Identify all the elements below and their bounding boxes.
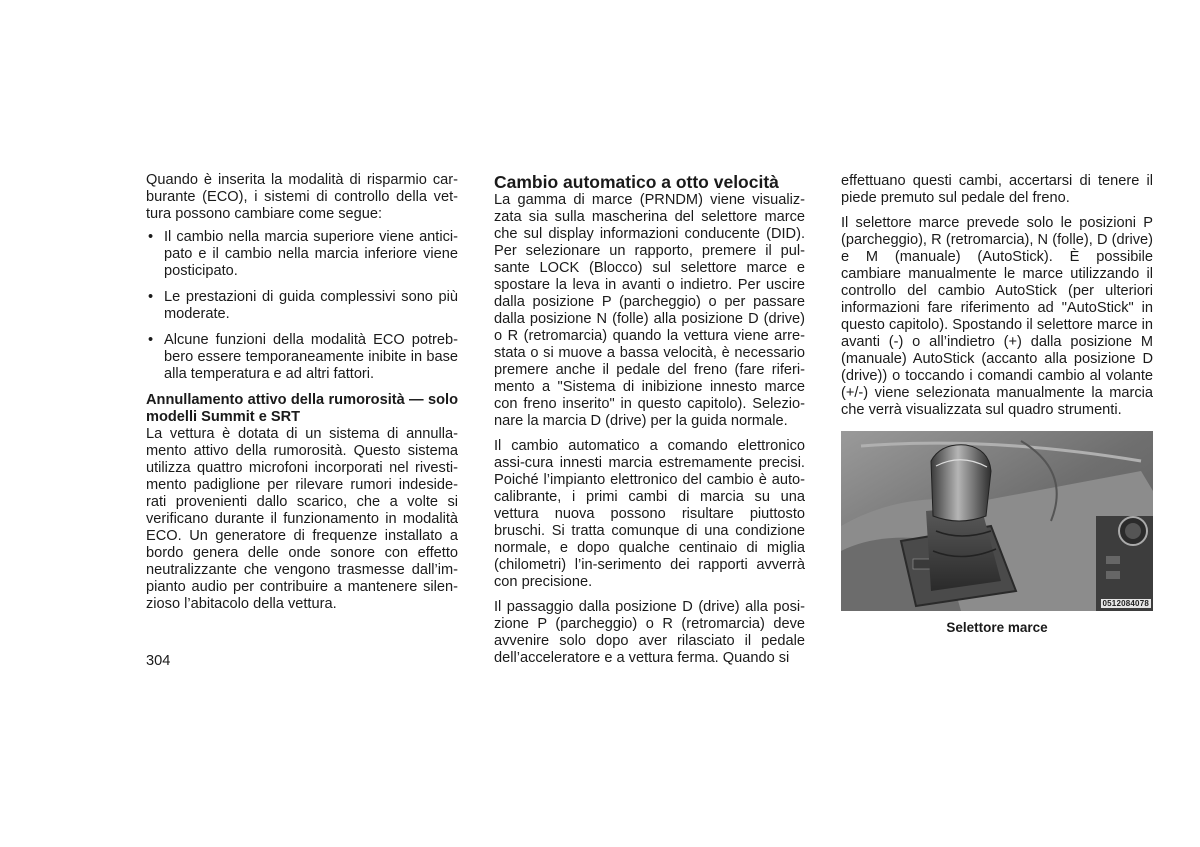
- eco-intro-paragraph: Quando è inserita la modalità di risparmio car-burante (ECO), i sistemi di controllo della vet-tura possono cambiare come segue:: [146, 172, 458, 222]
- noise-cancellation-paragraph: La vettura è dotata di un sistema di annulla-mento attivo della rumorosità. Questo sistema utilizza quattro microfoni incorporati nel rivesti-mento padiglione per rilevare rumori indeside-rati provenienti dallo scarico, che a volte si verificano durante il funzionamento in modalità ECO. Un generatore di frequenze installato a bordo genera delle onde sonore con effetto neutralizzante che vengono trasmesse dall’im-pianto audio per contribuire a mantenere silen-zioso l’abitacolo della vettura.: [146, 426, 458, 612]
- section-heading: Cambio automatico a otto velocità: [494, 172, 779, 192]
- page-number: 304: [146, 653, 171, 669]
- list-item: [146, 289, 458, 323]
- right-column: [841, 173, 1153, 419]
- left-column: [146, 172, 458, 613]
- transmission-paragraph-2: Il cambio automatico a comando elettronico assi-cura innesti marcia estremamente precisi. Poiché l’impianto elettronico del cambio è auto-calibrante, i primi cambi di marcia su una vettura nuova possono risultare piuttosto bruschi. Si tratta comunque di una condizione normale, e dopo qualche centinaio di miglia (chilometri) l’in-serimento dei rapporti avverrà con precisione.: [494, 438, 805, 590]
- bullet-text: Alcune funzioni della modalità ECO potreb-bero essere temporaneamente inibite in base alla temperatura e ad altri fattori.: [164, 332, 458, 382]
- bullet-icon: •: [148, 332, 154, 348]
- gear-selector-paragraph: Il selettore marce prevede solo le posizioni P (parcheggio), R (retromarcia), N (folle), D (drive) e M (manuale) (AutoStick). È possibile cambiare manualmente le marce utilizzando il controllo del cambio AutoStick (per ulteriori informazioni fare riferimento ad "AutoStick" in questo capitolo). Spostando il selettore marce in avanti (-) o all’indietro (+) dalla posizione M (manuale) AutoStick (accanto alla posizione D (drive)) o toccando i comandi cambio al volante (+/-) viene selezionata manualmente la marcia che verrà visualizzata sul quadro strumenti.: [841, 215, 1153, 418]
- transmission-paragraph-3: Il passaggio dalla posizione D (drive) alla posi-zione P (parcheggio) o R (retromarcia) deve avvenire solo dopo aver rilasciato il pedale dell’acceleratore e a vettura ferma. Quando si: [494, 599, 805, 666]
- list-item: [146, 229, 458, 280]
- bullet-text: Le prestazioni di guida complessivi sono più moderate.: [164, 289, 458, 322]
- gear-selector-photo: [841, 431, 1153, 611]
- eco-bullet-list: [146, 229, 458, 383]
- figure-caption: Selettore marce: [946, 620, 1048, 635]
- bullet-icon: •: [148, 229, 154, 245]
- middle-column: [494, 173, 805, 667]
- transmission-paragraph-1: La gamma di marce (PRNDM) viene visualiz-zata sia sulla mascherina del selettore marce che sul display informazioni conducente (DID). Per selezionare un rapporto, premere il pul-sante LOCK (Blocco) sul selettore marce e spostare la leva in avanti o indietro. Per uscire dalla posizione P (parcheggio) o per passare dalla posizione N (folle) alla posizione D (drive) o R (retromarcia) quando la vettura viene arre-stata o si muove a bassa velocità, è necessario premere anche il pedale del freno (fare riferi-mento a "Sistema di inibizione innesto marce con freno inserito" in questo capitolo). Selezio-nare la marcia D (drive) per la guida normale.: [494, 192, 805, 429]
- bullet-icon: •: [148, 289, 154, 305]
- figure-id: 0512084078: [1102, 599, 1149, 608]
- list-item: [146, 332, 458, 383]
- gear-selector-illustration: [841, 431, 1153, 611]
- bullet-text: Il cambio nella marcia superiore viene antici-pato e il cambio nella marcia inferiore viene posticipato.: [164, 229, 458, 279]
- shift-paragraph-continued: effettuano questi cambi, accertarsi di tenere il piede premuto sul pedale del freno.: [841, 173, 1153, 206]
- noise-cancellation-subheading: Annullamento attivo della rumorosità — solo modelli Summit e SRT: [146, 392, 458, 425]
